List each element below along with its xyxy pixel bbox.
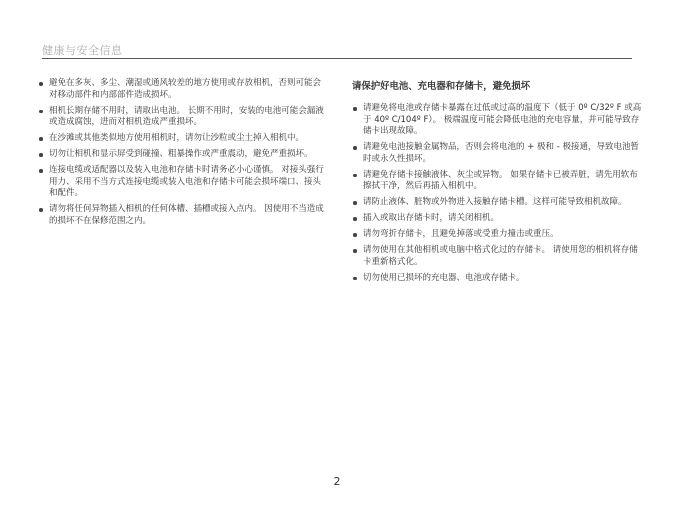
list-item: 请防止液体、脏物或外物进入接触存储卡槽。这样可能导致相机故障。: [352, 197, 642, 209]
left-column: [38, 78, 328, 232]
list-item: 相机长期存储不用时，请取出电池。 长期不用时，安装的电池可能会漏液或造成腐蚀，进而对相机造成严重损坏。: [38, 106, 328, 129]
list-item: 请勿将任何异物插入相机的任何体槽、插槽或接入点内。 因使用不当造成的损坏不在保修范围之内。: [38, 204, 328, 227]
header-title: 健康与安全信息: [42, 44, 123, 57]
right-column: [352, 81, 642, 289]
left-bullet-list: [38, 78, 328, 227]
section-heading: 请保护好电池、充电器和存储卡，避免损坏: [352, 81, 531, 92]
list-item: 请避免存储卡接触液体、灰尘或异物。 如果存储卡已被弄脏，请先用软布擦拭干净，然后再插入相机中。: [352, 170, 642, 193]
list-item: 请勿使用在其他相机或电脑中格式化过的存储卡。 请使用您的相机将存储卡重新格式化。: [352, 245, 642, 268]
list-item: 避免在多灰、多尘、潮湿或通风较差的地方使用或存放相机，否则可能会对移动部件和内部部件造成损坏。: [38, 78, 328, 101]
page-number: 2: [333, 475, 341, 488]
list-item: 请避免电池接触金属物品，否则会将电池的 + 极和 - 极接通，导致电池暂时或永久性损坏。: [352, 142, 642, 165]
list-item: 在沙滩或其他类似地方使用相机时，请勿让沙粒或尘土掉入相机中。: [38, 133, 328, 145]
list-item: 插入或取出存储卡时，请关闭相机。: [352, 213, 642, 225]
list-item: 请避免将电池或存储卡暴露在过低或过高的温度下（低于 0º C/32º F 或高于 40º C/104º F）。 极端温度可能会降低电池的充电容量，并可能导致存储卡出现故障。: [352, 103, 642, 138]
right-bullet-list: [352, 103, 642, 284]
list-item: 切勿让相机和显示屏受到碰撞、粗暴操作或严重震动，避免严重损坏。: [38, 149, 328, 161]
list-item: 请勿弯折存储卡，且避免掉落或受重力撞击或重压。: [352, 229, 642, 241]
list-item: 连接电缆或适配器以及装入电池和存储卡时请务必小心谨慎。 对接头强行用力、采用不当方式连接电缆或装入电池和存储卡可能会损坏端口、接头和配件。: [38, 165, 328, 200]
list-item: 切勿使用已损坏的充电器、电池或存储卡。: [352, 273, 642, 285]
page-header: [42, 38, 632, 59]
